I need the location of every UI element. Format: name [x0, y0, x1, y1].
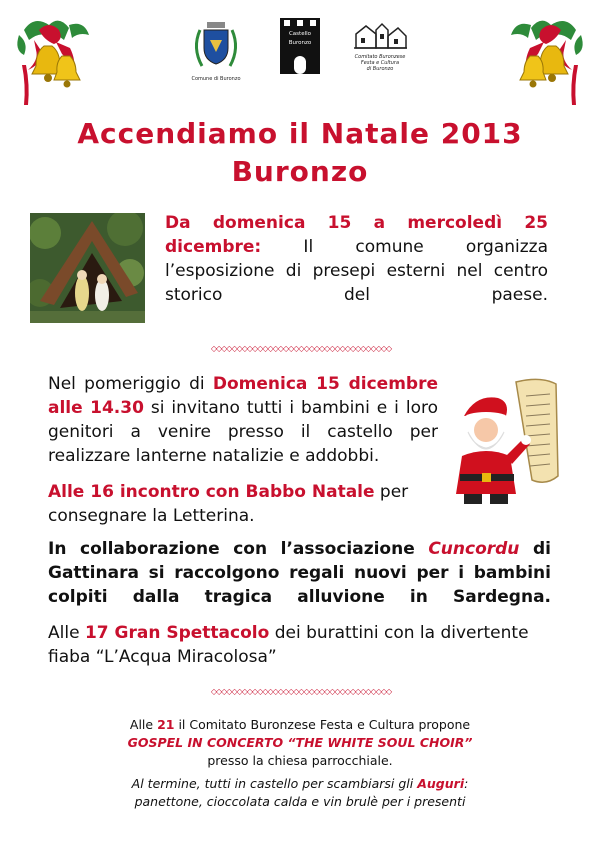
section-charity-before: In collaborazione con l’associazione	[48, 539, 429, 559]
footer-intro-after: il Comitato Buronzese Festa e Cultura propone	[174, 717, 471, 732]
castle-logo	[280, 18, 320, 74]
castle-logo-line: Buronzo	[288, 40, 312, 46]
footer-closing-line2: panettone, cioccolata calda e vin brulè per i presenti	[134, 794, 466, 809]
footer-intro-before: Alle	[129, 717, 158, 732]
section-charity-after: di Gattinara si raccolgono regali nuovi per i bambini colpiti dalla tragica alluvione in Sardegna.	[48, 539, 551, 607]
santa-claus-icon	[446, 376, 566, 506]
committee-logo-line: di Buronzo	[366, 66, 394, 72]
section-puppets-before: Alle	[48, 623, 85, 643]
footer-place: presso la chiesa parrocchiale.	[207, 753, 393, 768]
footer-closing	[60, 775, 540, 792]
christmas-bells-icon	[14, 10, 94, 110]
castle-logo-line: Castello	[288, 31, 312, 37]
footer-intro-time: 21	[157, 717, 175, 732]
section-workshop-text: si invitano tutti i bambini e i loro genitori a venire presso il castello per realizzare lanterne natalizie e addobbi.	[48, 398, 438, 466]
committee-logo-line: Festa e Cultura	[360, 60, 400, 66]
section-puppets-highlight: 17 Gran Spettacolo	[84, 623, 270, 643]
municipal-logo	[188, 18, 244, 82]
committee-logo-line: Comitato Buronzese	[354, 54, 406, 60]
nativity-photo	[30, 213, 145, 323]
page-title: Accendiamo il Natale 2013	[77, 117, 523, 150]
section-puppets-after: dei burattini con la divertente fiaba “L’Acqua Miracolosa”	[48, 623, 529, 667]
municipal-logo-caption: Comune di Buronzo	[191, 76, 241, 82]
section-charity	[48, 537, 551, 609]
section-puppets	[48, 621, 553, 669]
village-sketch-icon	[352, 20, 408, 50]
ornament-divider: ◇◇◇◇◇◇◇◇◇◇◇◇◇◇◇◇◇◇◇◇◇◇◇◇◇◇◇◇◇◇◇◇◇◇◇	[210, 345, 392, 353]
section-santa-text: per consegnare la Letterina.	[48, 482, 409, 526]
footer-gospel: GOSPEL IN CONCERTO “THE WHITE SOUL CHOIR”	[127, 735, 473, 750]
municipal-crest-icon	[188, 18, 244, 72]
section-charity-assoc: Cuncordu	[428, 539, 520, 559]
footer-closing-before: Al termine, tutti in castello per scambiarsi gli	[131, 776, 418, 791]
section-workshop-intro: Nel pomeriggio di	[48, 374, 213, 394]
section-presepi-text: Il comune organizza l’esposizione di presepi esterni nel centro storico del paese.	[165, 237, 548, 305]
section-workshop-date: Domenica 15 dicembre alle 14.30	[48, 374, 438, 418]
section-workshop	[48, 372, 438, 468]
section-santa	[48, 480, 443, 528]
committee-logo	[352, 20, 408, 74]
footer-concert-intro	[60, 716, 540, 733]
footer-closing-after: :	[464, 776, 469, 791]
page-subtitle: Buronzo	[231, 155, 369, 188]
footer-closing-auguri: Auguri	[417, 776, 465, 791]
section-presepi-dates: Da domenica 15 a mercoledì 25 dicembre:	[165, 213, 548, 257]
section-santa-time: Alle 16 incontro con Babbo Natale	[48, 482, 375, 502]
section-presepi	[165, 211, 548, 307]
ornament-divider: ◇◇◇◇◇◇◇◇◇◇◇◇◇◇◇◇◇◇◇◇◇◇◇◇◇◇◇◇◇◇◇◇◇◇◇	[210, 688, 392, 696]
christmas-bells-icon	[506, 10, 586, 110]
